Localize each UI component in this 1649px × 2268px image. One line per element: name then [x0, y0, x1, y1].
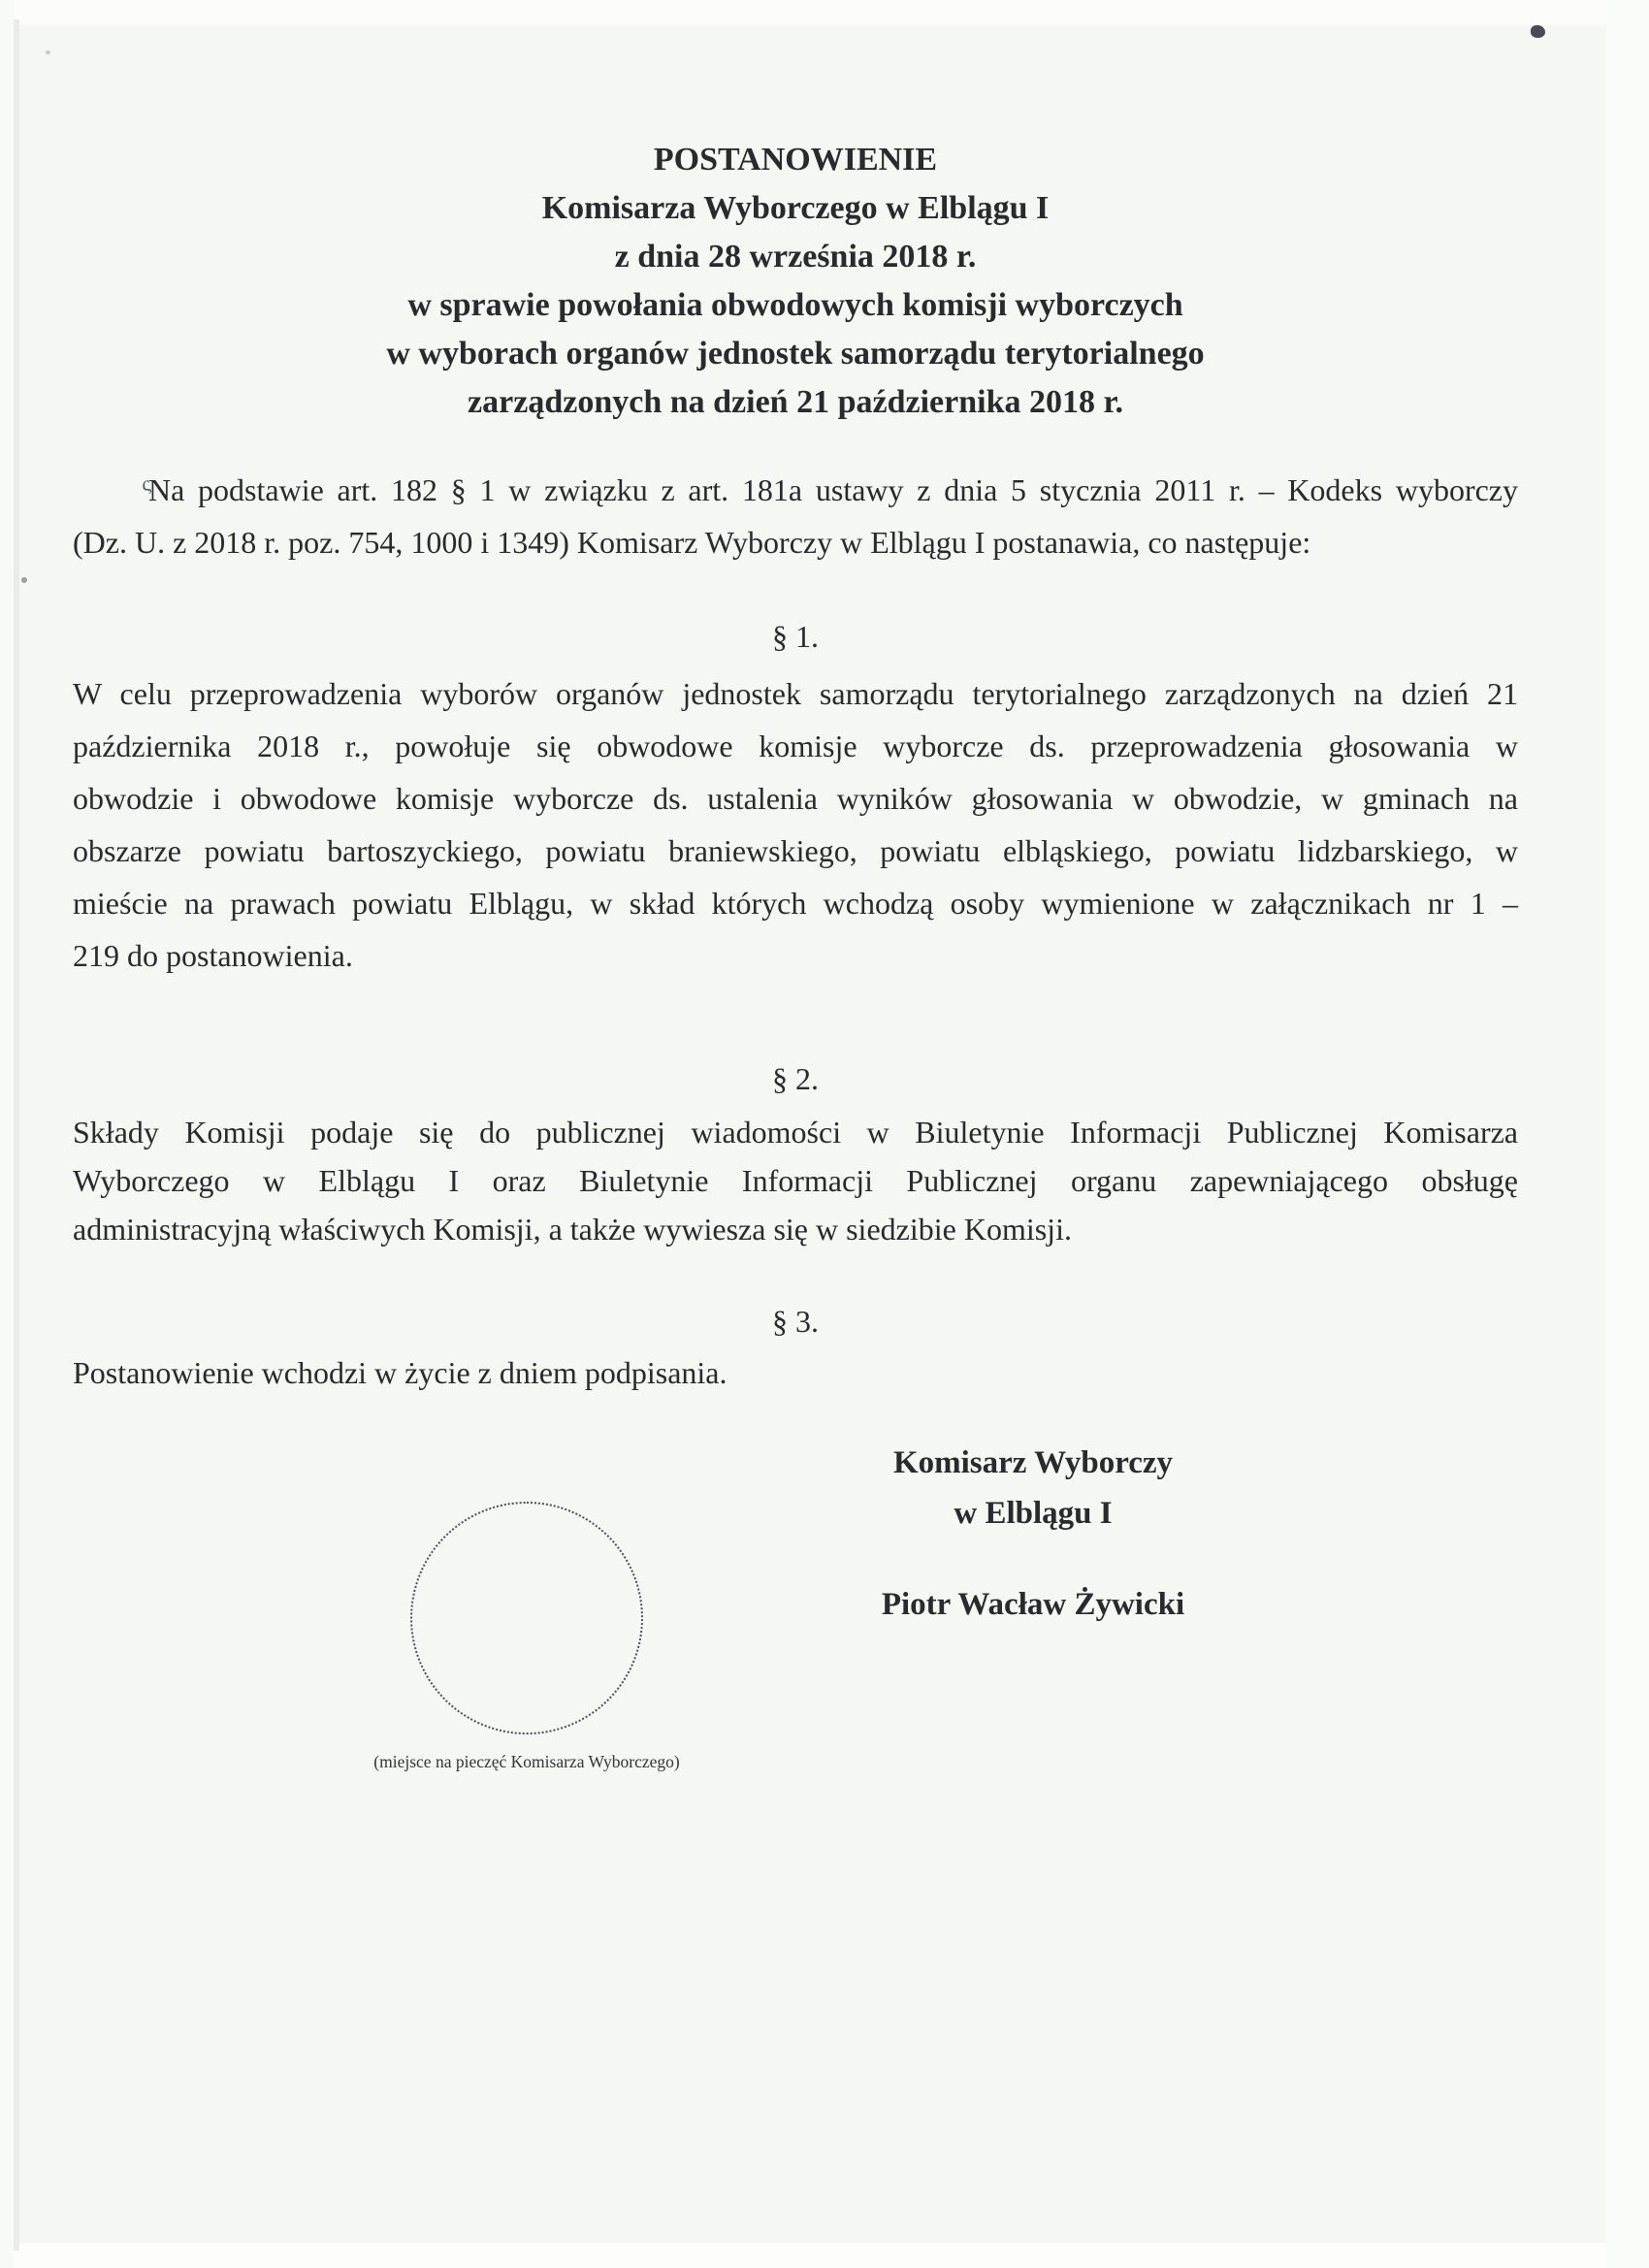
scan-speck-left — [21, 577, 27, 583]
section-1-body — [73, 667, 1518, 982]
paragraph-line: Na podstawie art. 182 § 1 w związku z art. 181a ustawy z dnia 5 stycznia 2011 r. – Kodeks wyborczy — [148, 472, 1518, 507]
scan-left-shade — [14, 19, 19, 2251]
stamp-placeholder-circle — [410, 1502, 643, 1734]
signature-role-line: Komisarz Wyborczy — [892, 1445, 1174, 1480]
scan-edge-bottom — [0, 2243, 1649, 2268]
intro-paragraph — [73, 464, 1518, 568]
scan-artifact-mark: ς — [139, 470, 153, 497]
paragraph-line: Postanowienie wchodzi w życie z dniem podpisania. — [73, 1355, 728, 1390]
paragraph-line: obszarze powiatu bartoszyckiego, powiatu braniewskiego, powiatu elbląskiego, powiatu lidzbarskiego, w — [73, 833, 1518, 868]
paragraph-line: mieście na prawach powiatu Elblągu, w skład których wchodzą osoby wymienione w załącznikach nr 1 – — [73, 886, 1518, 921]
document-title-block — [73, 136, 1518, 427]
stamp-caption: (miejsce na pieczęć Komisarza Wyborczego) — [373, 1752, 680, 1771]
title-line: POSTANOWIENIE — [653, 142, 938, 178]
paragraph-line: 219 do postanowienia. — [73, 938, 353, 973]
section-3-body — [73, 1348, 1518, 1397]
section-2-heading: § 2. — [772, 1061, 819, 1096]
scan-edge-left — [0, 0, 14, 2268]
title-line: w wyborach organów jednostek samorządu terytorialnego — [386, 336, 1205, 372]
title-line: w sprawie powołania obwodowych komisji wyborczych — [407, 287, 1183, 323]
scan-edge-top — [0, 0, 1649, 25]
section-2-body — [73, 1108, 1518, 1253]
title-line: Komisarza Wyborczego w Elblągu I — [541, 190, 1050, 226]
paragraph-line: (Dz. U. z 2018 r. poz. 754, 1000 i 1349) Komisarz Wyborczy w Elblągu I postanawia, co następuje: — [73, 525, 1311, 560]
title-line: zarządzonych na dzień 21 października 2018 r. — [468, 384, 1123, 420]
paragraph-line: administracyjną właściwych Komisji, a także wywiesza się w siedzibie Komisji. — [73, 1212, 1072, 1247]
paragraph-line: października 2018 r., powołuje się obwodowe komisje wyborcze ds. przeprowadzenia głosowania w — [73, 729, 1518, 763]
paragraph-line: Wyborczego w Elblągu I oraz Biuletynie Informacji Publicznej organu zapewniającego obsługę — [73, 1163, 1518, 1198]
paragraph-line: Składy Komisji podaje się do publicznej wiadomości w Biuletynie Informacji Publicznej Komisarza — [73, 1115, 1518, 1150]
paragraph-line: obwodzie i obwodowe komisje wyborcze ds. ustalenia wyników głosowania w obwodzie, w gminach na — [73, 781, 1518, 816]
scan-edge-right — [1606, 0, 1649, 2268]
section-1-heading: § 1. — [772, 619, 819, 654]
scan-speck-top-left — [46, 50, 50, 54]
section-3-heading: § 3. — [772, 1304, 819, 1339]
scan-speck-top-right — [1531, 25, 1545, 38]
signature-name: Piotr Wacław Żywicki — [881, 1587, 1185, 1622]
signature-role-line: w Elblągu I — [954, 1496, 1113, 1531]
signature-block — [795, 1438, 1271, 1630]
title-line: z dnia 28 września 2018 r. — [614, 239, 977, 275]
paragraph-line: W celu przeprowadzenia wyborów organów jednostek samorządu terytorialnego zarządzonych na dzień 21 — [73, 676, 1518, 711]
